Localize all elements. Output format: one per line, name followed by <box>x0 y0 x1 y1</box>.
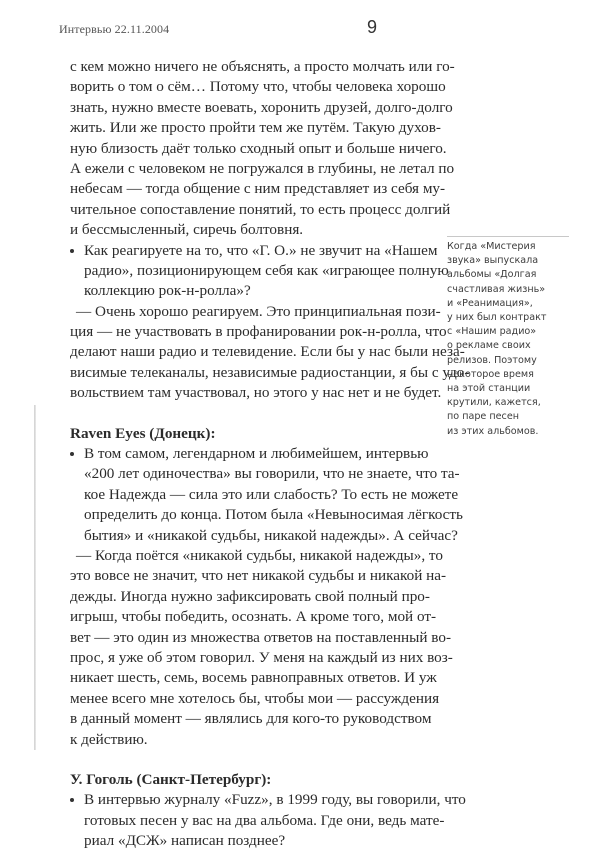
note-line: релизов. Поэтому <box>447 354 537 366</box>
question-3 <box>70 790 466 851</box>
note-line: с «Нашим радио» <box>447 326 537 338</box>
text-line: дежды. Иногда нужно зафиксировать свой полный про- <box>70 587 430 605</box>
margin-note <box>447 236 569 439</box>
text-line: В том самом, легендарном и любимейшем, интервью <box>84 445 429 463</box>
text-line: кое Надежда — сила это или слабость? То есть не можете <box>84 485 459 503</box>
text-line: вет — это один из множества ответов на поставленный во- <box>70 628 452 646</box>
text-line: В интервью журналу «Fuzz», в 1999 году, вы говорили, что <box>84 791 466 809</box>
page-edge-line <box>34 405 36 750</box>
answer-1 <box>70 302 470 404</box>
text-line: риал «ДСЖ» написан позднее? <box>84 832 286 850</box>
text-line: готовых песен у вас на два альбома. Где они, ведь мате- <box>84 811 445 829</box>
note-line: на этой станции <box>447 383 531 395</box>
text-line: А ежели с человеком не погружался в глубины, не летал по <box>70 159 455 177</box>
section-gap <box>70 750 426 770</box>
text-line: чительное сопоставление понятий, то есть процесс долгий <box>70 200 451 218</box>
note-line: крутили, кажется, <box>447 397 541 409</box>
question-bullet-row <box>70 790 466 810</box>
text-line: — Очень хорошо реагируем. Это принципиальная пози- <box>76 302 441 320</box>
text-line: ную близость даёт только сходный опыт и больше ничего. <box>70 139 447 157</box>
answer-2 <box>70 546 453 750</box>
text-line: с кем можно ничего не объяснять, а просто молчать или го- <box>70 58 455 75</box>
note-line: звука» выпускала <box>447 255 539 267</box>
text-line: игрыш, чтобы победить, осознать. А кроме того, мой от- <box>70 608 437 626</box>
question-bullet-row <box>70 241 438 261</box>
note-line: из этих альбомов. <box>447 425 539 437</box>
text-line: — Когда поётся «никакой судьбы, никакой надежды», то <box>76 546 443 564</box>
text-line: в данный момент — являлись для кого-то руководством <box>70 710 432 728</box>
question-2 <box>70 444 463 546</box>
text-line: к действию. <box>70 730 148 748</box>
page-number: 9 <box>367 17 378 37</box>
text-line: небесам — тогда общение с ним представляет из себя му- <box>70 180 446 198</box>
text-line: коллекцию рок-н-ролла»? <box>84 282 251 300</box>
text-line: ворить о том о сём… Потому что, чтобы человека хорошо <box>70 78 446 96</box>
note-line: у них был контракт <box>447 312 547 324</box>
note-line: счастливая жизнь» <box>447 283 546 295</box>
text-line: жить. Или же просто пройти тем же путём. Такую духов- <box>70 119 441 137</box>
text-line: ция — не участвовать в профанировании рок-н-ролла, что <box>70 323 447 341</box>
text-line: висимые телеканалы, независимые радиостанции, я бы с удо- <box>70 363 470 381</box>
bullet-icon <box>70 249 74 253</box>
question-bullet-row <box>70 444 429 464</box>
text-line: менее всего мне хотелось бы, чтобы мои — рассуждения <box>70 689 440 707</box>
text-line: определить до конца. Потом была «Невыносимая лёгкость <box>84 506 463 524</box>
intro-paragraph <box>70 57 455 241</box>
main-text-column <box>70 57 470 851</box>
text-line: никает шесть, семь, восемь равноправных ответов. И уж <box>70 669 437 687</box>
text-line: и бессмысленный, сиречь болтовня. <box>70 221 304 239</box>
text-line: радио», позиционирующем себя как «играющее полную <box>84 261 449 279</box>
note-line: о рекламе своих <box>447 340 531 352</box>
text-line: это вовсе не значит, что нет никакой судьбы и никакой на- <box>70 567 447 585</box>
text-line: Как реагируете на то, что «Г. О.» не звучит на «Нашем <box>84 241 438 259</box>
text-line: делают наши радио и телевидение. Если бы у нас были неза- <box>70 343 465 361</box>
note-line: некоторое время <box>447 368 534 380</box>
bullet-icon <box>70 452 74 456</box>
note-line: альбомы «Долгая <box>447 269 537 281</box>
running-title: Интервью 22.11.2004 <box>59 22 170 36</box>
text-line: прос, я уже об этом говорил. У меня на каждый из них воз- <box>70 648 453 666</box>
section-gap <box>70 404 426 424</box>
speaker-name: Raven Eyes (Донецк): <box>70 424 216 442</box>
note-line: Когда «Мистерия <box>447 241 536 252</box>
note-line: по паре песен <box>447 411 520 423</box>
text-line: вольствием там участвовал, но этого у нас нет и не будет. <box>70 384 442 402</box>
text-line: «200 лет одиночества» вы говорили, что не знаете, что та- <box>84 465 460 483</box>
question-1 <box>70 241 449 302</box>
text-line: бытия» и «никакой судьбы, никакой надежды». А сейчас? <box>84 526 458 544</box>
speaker-name: У. Гоголь (Санкт-Петербург): <box>70 770 272 788</box>
text-line: знать, нужно вместе воевать, хоронить друзей, долго-долго <box>70 98 453 116</box>
note-line: и «Реанимация», <box>447 297 533 309</box>
